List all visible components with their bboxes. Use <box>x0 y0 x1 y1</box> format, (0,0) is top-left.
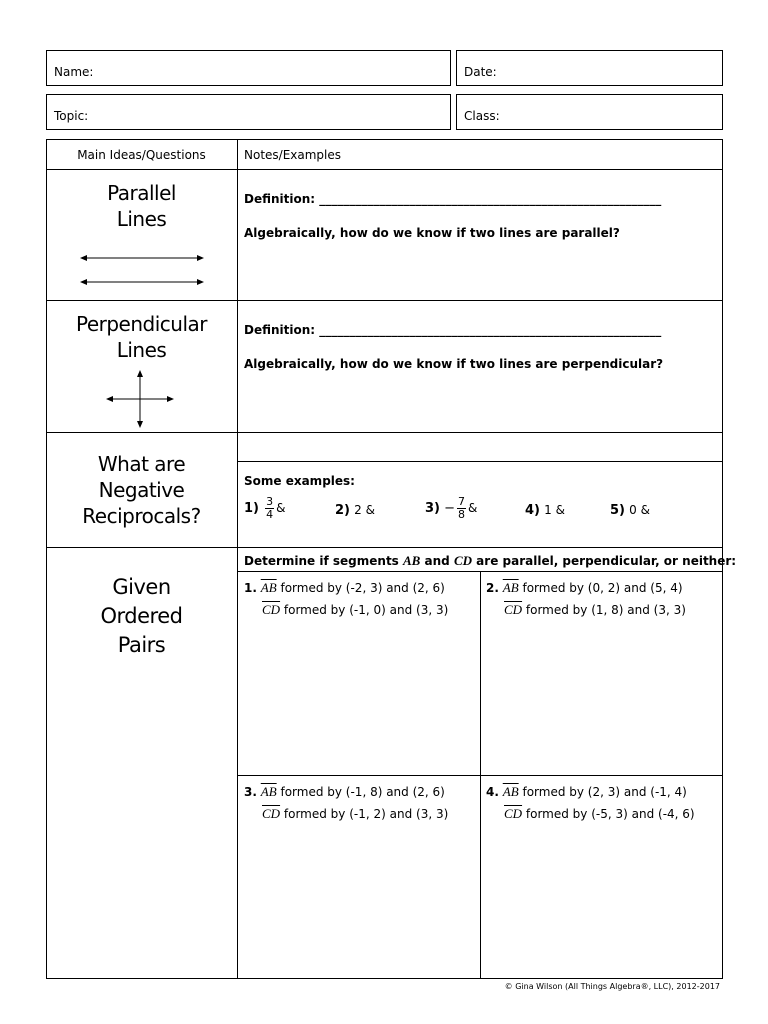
parallel-lines-icon <box>78 250 206 290</box>
problem-divider <box>237 775 723 776</box>
example-2: 2) 2 & <box>335 503 375 518</box>
column-header-main-ideas: Main Ideas/Questions <box>77 148 206 162</box>
negative-reciprocals-title: What are Negative Reciprocals? <box>82 452 201 528</box>
example-5: 5) 0 & <box>610 503 650 518</box>
problem-1: 1. $\overline{AB}$ formed by (-2, 3) and (2, 6) $\overline{CD}$ formed by (-1, 0) and (3, 3) <box>244 580 449 617</box>
column-header-notes: Notes/Examples <box>244 148 342 162</box>
problem-3: 3. $\overline{AB}$ formed by (-1, 8) and (2, 6) $\overline{CD}$ formed by (-1, 2) and (3, 3) <box>244 784 449 821</box>
date-label: Date: <box>464 65 497 79</box>
perpendicular-lines-icon <box>104 369 176 429</box>
segments-instruction: Determine if segments AB and CD are parallel, perpendicular, or neither: <box>244 553 737 568</box>
problem-2: 2. $\overline{AB}$ formed by (0, 2) and (5, 4) $\overline{CD}$ formed by (1, 8) and (3, 3) <box>486 580 686 617</box>
date-field[interactable] <box>456 50 723 86</box>
example-4: 4) 1 & <box>525 503 565 518</box>
problem-4: 4. $\overline{AB}$ formed by (2, 3) and (-1, 4) $\overline{CD}$ formed by (-5, 3) and (-4, 6) <box>486 784 695 821</box>
topic-field[interactable] <box>46 94 451 130</box>
row-divider <box>46 432 723 433</box>
some-examples-label: Some examples: <box>244 474 355 488</box>
class-field[interactable] <box>456 94 723 130</box>
name-label: Name: <box>54 65 94 79</box>
class-label: Class: <box>464 109 500 123</box>
row-divider <box>46 300 723 301</box>
perpendicular-lines-title: Perpendicular Lines <box>75 312 207 362</box>
row-divider <box>46 547 723 548</box>
column-divider <box>237 139 238 979</box>
topic-label: Topic: <box>54 109 89 123</box>
ordered-pairs-title: Given Ordered Pairs <box>100 575 183 657</box>
parallel-question: Algebraically, how do we know if two lines are parallel? <box>244 226 620 240</box>
perpendicular-question: Algebraically, how do we know if two lines are perpendicular? <box>244 357 664 371</box>
perpendicular-definition: Definition: _________________________________________________________ <box>244 323 662 337</box>
name-field[interactable] <box>46 50 451 86</box>
parallel-lines-title: Parallel Lines <box>107 181 176 231</box>
parallel-definition: Definition: _________________________________________________________ <box>244 192 662 206</box>
copyright-footer: © Gina Wilson (All Things Algebra®, LLC), 2012-2017 <box>504 982 720 991</box>
example-3: 3) − $\frac{7}{8}$ & <box>425 495 478 521</box>
row-divider <box>237 461 723 462</box>
row-divider <box>46 169 723 170</box>
example-1: 1) $\frac{3}{4}$ & <box>244 495 286 521</box>
